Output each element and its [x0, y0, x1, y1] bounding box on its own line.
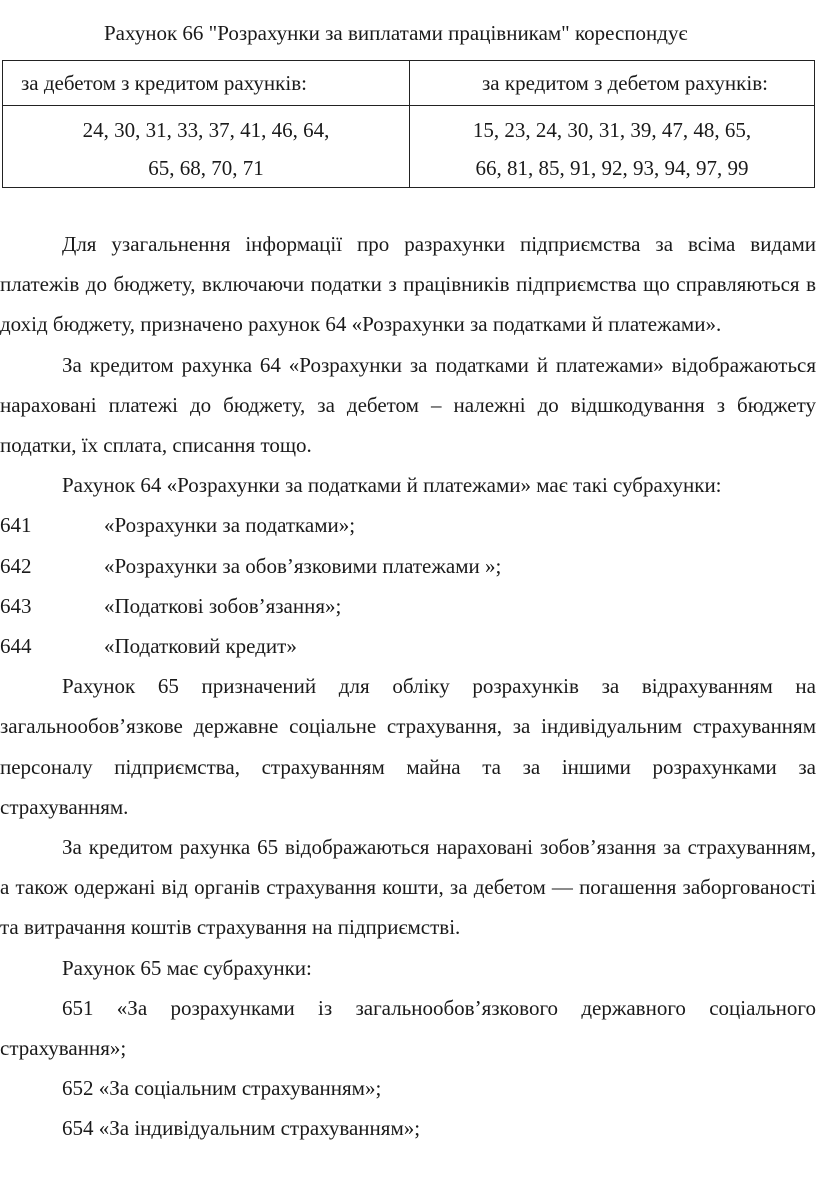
paragraph-account-64-entries: За кредитом рахунка 64 «Розрахунки за податками й платежами» відображаються нараховані платежі до бюджету, за дебетом – належні до відшкодування з бюджету податки, їх сплата, списання тощо.: [0, 352, 816, 458]
list-item: [0, 586, 816, 626]
subaccount-654: 654 «За індивідуальним страхуванням»;: [62, 1116, 421, 1141]
debit-accounts-line-1: 24, 30, 31, 33, 37, 41, 46, 64,: [82, 118, 330, 142]
subaccount-code: 641: [0, 513, 32, 538]
subaccount-code: 644: [0, 634, 32, 659]
subaccount-code: 643: [0, 593, 32, 618]
subaccount-name: «Розрахунки за обов’язковими платежами »;: [104, 553, 502, 578]
subaccount-name: «Розрахунки за податками»;: [104, 513, 356, 538]
table-caption: Рахунок 66 "Розрахунки за виплатами працівникам" кореспондує: [104, 21, 688, 45]
paragraph-account-64-subaccounts: Рахунок 64 «Розрахунки за податками й платежами» має такі субрахунки:: [62, 473, 722, 498]
credit-column-header: за кредитом з дебетом рахунків:: [410, 61, 815, 106]
credit-accounts-line-2: 66, 81, 85, 91, 92, 93, 94, 97, 99: [475, 156, 749, 180]
correspondence-table: [2, 60, 815, 188]
paragraph-account-65-subaccounts: Рахунок 65 має субрахунки:: [62, 955, 312, 980]
subaccount-651: 651 «За розрахунками із загальнообов’язкового державного соціального страхування»;: [0, 995, 816, 1061]
table-row: [3, 106, 815, 188]
paragraph-account-64-purpose: Для узагальнення інформації про разрахунки підприємства за всіма видами платежів до бюджету, включаючи податки з працівників підприємства що справляються в дохід бюджету, призначено рахунок 64 «Розрахунки за податками й платежами».: [0, 232, 816, 337]
list-item: [0, 626, 816, 666]
document-body: [0, 224, 816, 1149]
credit-accounts-line-1: 15, 23, 24, 30, 31, 39, 47, 48, 65,: [472, 118, 752, 142]
subaccount-name: «Податковий кредит»: [104, 634, 297, 659]
list-item: [0, 505, 816, 545]
subaccount-name: «Податкові зобов’язання»;: [104, 593, 342, 618]
credit-accounts-cell: [410, 106, 815, 188]
list-item: [0, 546, 816, 586]
paragraph-account-65-purpose: Рахунок 65 призначений для обліку розрахунків за відрахуванням на загальнообов’язкове державне соціальне страхування, за індивідуальним страхуванням персоналу підприємства, страхуванням майна та за іншими розрахунками за страхуванням.: [0, 674, 816, 819]
paragraph-account-65-entries: За кредитом рахунка 65 відображаються нараховані зобов’язання за страхуванням, а також одержані від органів страхування кошти, за дебетом — погашення заборгованості та витрачання коштів страхування на підприємстві.: [0, 835, 816, 940]
subaccount-652: 652 «За соціальним страхуванням»;: [62, 1076, 382, 1101]
subaccount-code: 642: [0, 553, 32, 578]
debit-column-header: за дебетом з кредитом рахунків:: [3, 61, 410, 106]
debit-accounts-line-2: 65, 68, 70, 71: [148, 156, 264, 180]
debit-accounts-cell: [3, 106, 410, 188]
table-header-row: [3, 61, 815, 106]
